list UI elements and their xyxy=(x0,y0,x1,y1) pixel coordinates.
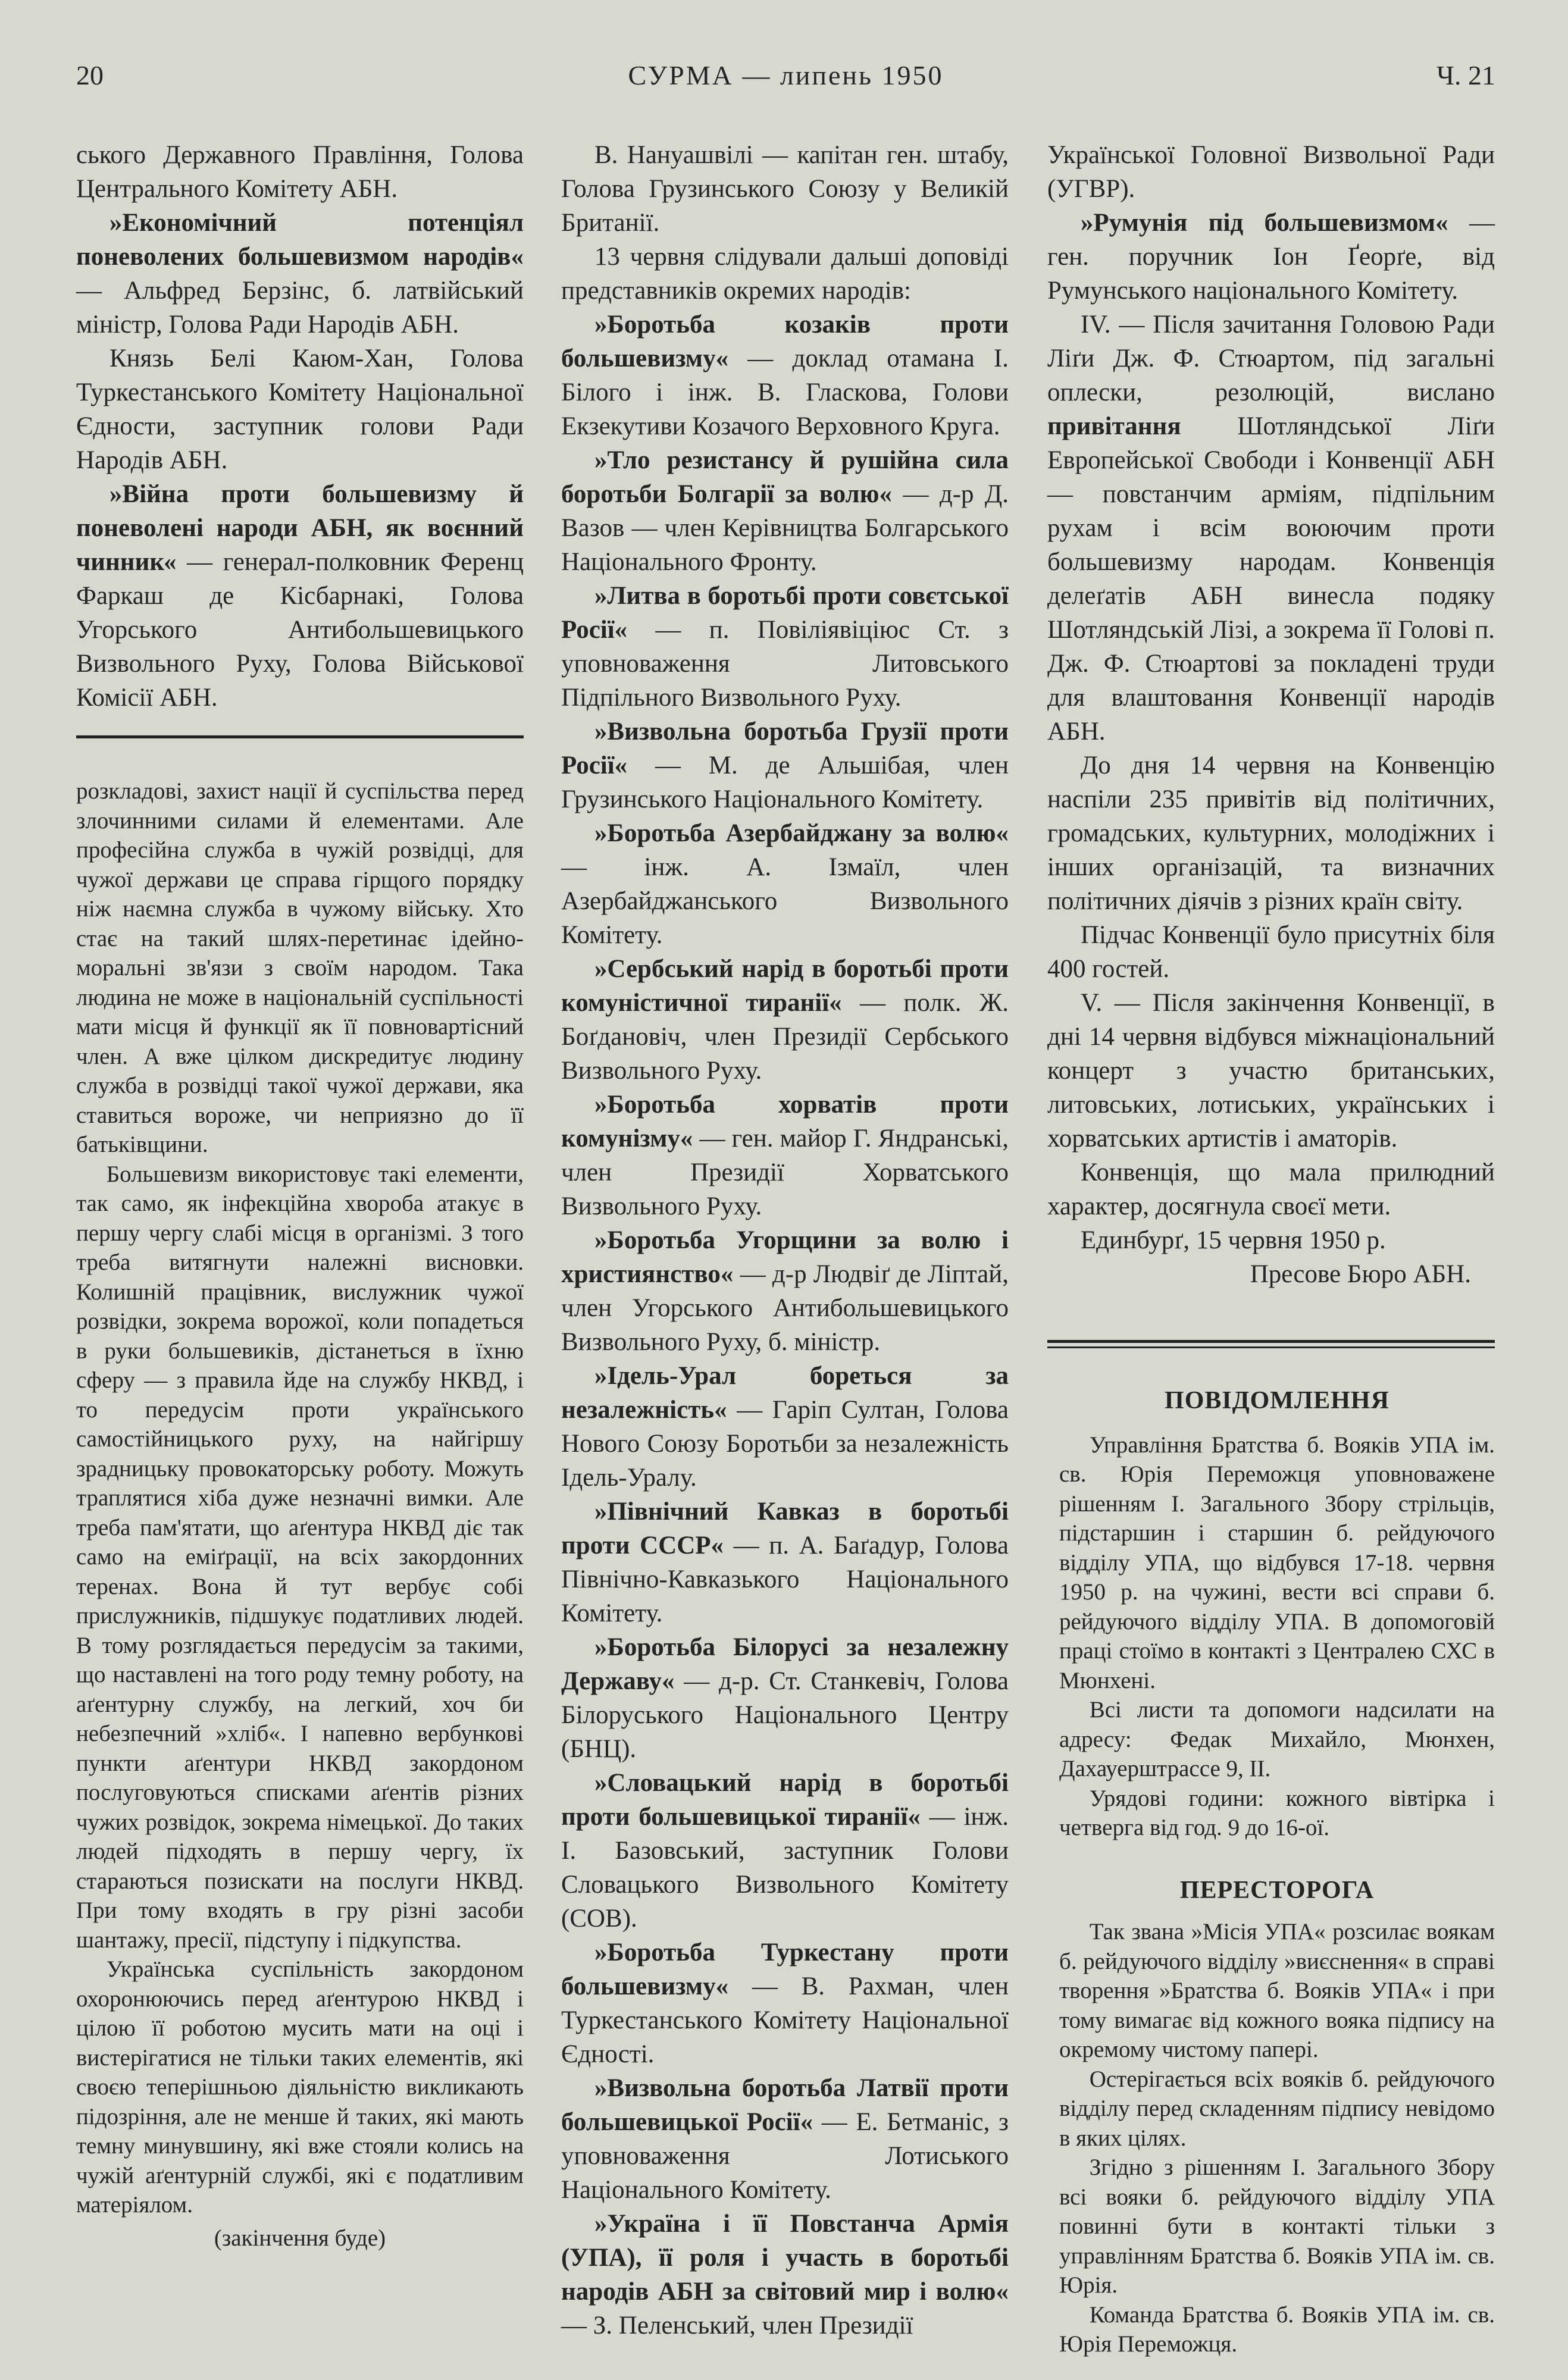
article-paragraph: Большевизм використовує такі елементи, так само, як інфекційна хвороба атакує в першу чергу слабі місця в організмі. З того треба витягнути належні висновки. Колишній працівник, вислужник чужої розвідки, зокрема ворожої, коли попадеться в руки большевиків, дістанеться в їхню сферу — з правила йде на службу НКВД, і то передусім проти українського самостійницького руху, на найгіршу зрадницьку провокаторську роботу. Можуть траплятися хіба дуже незначні вимки. Але треба пам'ятати, що аґентура НКВД діє так само на еміґрації, на всіх закордонних теренах. Вона й тут вербує собі прислужників, підшукує податливих людей. В тому розглядається передусім за такими, що наставлені на того роду темну роботу, на аґентурну службу, на легкий, хоч би небезпечний »хліб«. І напевно вербункові пункти аґентури НКВД закордоном послуговуються списками аґентів різних чужих розвідок, зокрема німецької. До таких людей підходять в першу чергу, їх стараються позискати на послуги НКВД. При тому входять в гру різні засоби шантажу, пресії, підступу і підкупства. xyxy=(76,1161,524,1953)
left-column-article xyxy=(76,776,524,2253)
text-run: — інж. А. Ізмаїл, член Азербайджанського Визвольного Комітету. xyxy=(561,853,1009,949)
paragraph xyxy=(561,1223,1009,1359)
column-divider xyxy=(76,735,524,738)
text-run: — п. А. Баґадур, Голова Північно-Кавказького Національного Комітету. xyxy=(561,1532,1009,1627)
warning-heading: ПЕРЕСТОРОГА xyxy=(1179,1876,1375,1904)
paragraph xyxy=(561,308,1009,443)
paragraph xyxy=(1047,206,1495,308)
text-run: — Альфред Берзінс, б. латвійський міністр, Голова Ради Народів АБН. xyxy=(76,277,524,339)
bold-title: »Боротьба козаків проти большевизму« xyxy=(561,311,1009,372)
text-run: Підчас Конвенції було присутніх біля 400 гостей. xyxy=(1047,921,1495,983)
paragraph xyxy=(561,1766,1009,1936)
bold-title: »Ідель-Урал бореться за незалежність« xyxy=(561,1362,1009,1424)
section-divider xyxy=(1047,1340,1495,1343)
bold-title: »Північний Кавказ в боротьбі проти СССР« xyxy=(561,1498,1009,1559)
paragraph xyxy=(561,1359,1009,1495)
paragraph xyxy=(1047,308,1495,749)
left-column-top xyxy=(76,138,524,715)
text-run: В. Нануашвілі — капітан ген. штабу, Голова Грузинського Союзу у Великій Британії. xyxy=(561,141,1009,237)
text-run: IV. — Після зачитання Головою Ради Ліґи Дж. Ф. Стюартом, під загальні оплески, резолюцій, вислано xyxy=(1047,311,1495,406)
paragraph xyxy=(561,240,1009,308)
paragraph xyxy=(561,816,1009,952)
text-run: 13 червня слідували дальші доповіді представників окремих народів: xyxy=(561,243,1009,305)
bold-title: »Словацький нарід в боротьбі проти большевицької тиранії« xyxy=(561,1769,1009,1831)
text-run: Шотляндської Ліґи Европейської Свободи і Конвенції АБН — повстанчим арміям, підпільним рухам і всім воюючим проти большевизму народам. Конвенція делеґатів АБН винесла подяку Шотляндській Лізі, а зокрема її Голові п. Дж. Ф. Стюартові за покладені труди для влаштовання Конвенції народів АБН. xyxy=(1047,412,1495,746)
notice-heading: ПОВІДОМЛЕННЯ xyxy=(1165,1387,1389,1414)
text-run: — д-р Д. Вазов — член Керівництва Болгарського Національного Фронту. xyxy=(561,480,1009,576)
bold-title: »Війна проти большевизму й поневолені народи АБН, як воєнний чинник« xyxy=(76,480,524,576)
issue-number: Ч. 21 xyxy=(1436,60,1495,90)
text-run: — д-р Людвіґ де Ліптай, член Угорського Антибольшевицького Визвольного Руху, б. міністр. xyxy=(561,1260,1009,1356)
bold-title: »Сербський нарід в боротьбі проти комуністичної тиранії« xyxy=(561,955,1009,1017)
bold-title: »Боротьба Угорщини за волю і християнство« xyxy=(561,1226,1009,1288)
publication-title: СУРМА — липень 1950 xyxy=(628,60,944,90)
paragraph xyxy=(561,138,1009,240)
paragraph xyxy=(1047,749,1495,918)
bold-title: »Економічний потенціял поневолених большевизмом народів« xyxy=(76,209,524,271)
text-run: Единбурґ, 15 червня 1950 р. xyxy=(1080,1226,1386,1254)
paragraph xyxy=(561,2071,1009,2207)
text-run: V. — Після закінчення Конвенції, в дні 14 червня відбувся міжнаціональний концерт з участю британських, литовських, лотиських, українських і хорватських артистів і аматорів. xyxy=(1047,989,1495,1153)
text-run: — Гаріп Султан, Голова Нового Союзу Боротьби за незалежність Ідель-Уралу. xyxy=(561,1396,1009,1492)
signature: Пресове Бюро АБН. xyxy=(1250,1260,1471,1288)
warning-paragraph: Команда Братства б. Вояків УПА ім. св. Юрія Переможця. xyxy=(1059,2301,1495,2357)
bold-title: »Боротьба хорватів проти комунізму« xyxy=(561,1091,1009,1153)
paragraph xyxy=(561,1936,1009,2071)
text-run: — доклад отамана І. Білого і інж. В. Гласкова, Голови Екзекутиви Козачого Верховного Круга. xyxy=(561,345,1009,440)
text-run: — Е. Бетманіс, з уповноваження Лотиського Національного Комітету. xyxy=(561,2108,1009,2204)
bold-title: »Україна і її Повстанча Армія (УПА), її роля і участь в боротьбі народів АБН за світовий мир і волю« xyxy=(561,2210,1009,2306)
paragraph xyxy=(1047,138,1495,206)
page-number: 20 xyxy=(76,60,104,90)
text-run: — д-р. Ст. Станкевіч, Голова Білоруського Національного Центру (БНЦ). xyxy=(561,1667,1009,1763)
paragraph xyxy=(1047,1155,1495,1223)
text-run: Конвенція, що мала прилюдний характер, досягнула своєї мети. xyxy=(1047,1158,1495,1220)
convention-report xyxy=(1047,138,1495,1257)
text-run: Князь Белі Каюм-Хан, Голова Туркестанського Комітету Національної Єдности, заступник голови Ради Народів АБН. xyxy=(76,345,524,474)
continued-note: (закінчення буде) xyxy=(214,2225,386,2251)
bold-title: »Боротьба Азербайджану за волю« xyxy=(594,819,1009,847)
section-divider xyxy=(1047,1346,1495,1348)
paragraph xyxy=(76,138,524,206)
article-paragraph: розкладові, захист нації й суспільства перед злочинними силами й елементами. Але професійна служба в чужій розвідці, для чужої держави це справа гірщого порядку ніж наємна служба в чужому війську. Хто стає на такий шлях-перетинає ідейно-моральні зв'язи з своїм народом. Така людина не може в національній суспільності мати місця й функції як її повновартісний член. А вже цілком дискредитує людину служба в розвідці такої чужої держави, яка ставиться вороже, чи неприязно до її батьківщини. xyxy=(76,778,524,1157)
text-run: — п. Повіліявіціюс Ст. з уповноваження Литовського Підпільного Визвольного Руху. xyxy=(561,616,1009,712)
article-paragraph: Українська суспільність закордоном охоронюючись перед аґентурою НКВД і цілою її роботою мусить мати на оці і вистерігатися не тільки таких елементів, які своєю теперішньою діяльністю викликають підозріння, але не менше й таких, які мають темну минувшину, які вже стояли колись на чужій аґентурній службі, які є податливим матеріялом. xyxy=(76,1956,524,2218)
paragraph xyxy=(76,206,524,342)
warning-paragraph: Остерігається всіх вояків б. рейдуючого відділу перед складенням підпису невідомо в яких цілях. xyxy=(1059,2066,1495,2151)
paragraph xyxy=(561,443,1009,579)
notice-paragraph: Всі листи та допомоги надсилати на адресу: Федак Михайло, Мюнхен, Дахауерштрассе 9, II. xyxy=(1059,1697,1495,1781)
bold-title: »Боротьба Туркестану проти большевизму« xyxy=(561,1939,1009,2000)
text-run: — інж. І. Базовський, заступник Голови Словацького Визвольного Комітету (СОВ). xyxy=(561,1803,1009,1933)
paragraph xyxy=(76,477,524,715)
paragraph xyxy=(561,715,1009,816)
paragraph xyxy=(561,2207,1009,2343)
bold-title: »Румунія під большевизмом« xyxy=(1080,209,1448,237)
paragraph xyxy=(76,342,524,477)
bold-title: »Тло резистансу й рушійна сила боротьби Болгарії за волю« xyxy=(561,446,1009,508)
text-run: — М. де Альшібая, член Грузинського Національного Комітету. xyxy=(561,751,1009,813)
text-run: — В. Рахман, член Туркестанського Комітету Національної Єдності. xyxy=(561,1972,1009,2068)
paragraph xyxy=(561,1630,1009,1766)
notice-paragraph: Управління Братства б. Вояків УПА ім. св. Юрія Переможця уповноважене рішенням І. Загального Збору стрільців, підстаршин і старшин б. рейдуючого відділу УПА, що відбувся 17-18. червня 1950 р. на чужині, вести всі справи б. рейдуючого відділу УПА. В допомоговій праці стоїмо в контакті з Централею СХС в Мюнхені. xyxy=(1059,1432,1495,1693)
text-run: — генерал-полковник Ференц Фаркаш де Кісбарнакі, Голова Угорського Антибольшевицького Визвольного Руху, Голова Військової Комісії АБН. xyxy=(76,548,524,712)
bold-title: »Литва в боротьбі проти совєтської Росії« xyxy=(561,582,1009,644)
paragraph xyxy=(1047,918,1495,986)
bold-title: »Визвольна боротьба Латвії проти большевицької Росії« xyxy=(561,2074,1009,2136)
paragraph xyxy=(561,579,1009,715)
paragraph xyxy=(561,1088,1009,1223)
notice-paragraph: Урядові години: кожного вівтірка і четверга від год. 9 до 16-ої. xyxy=(1059,1785,1495,1840)
text-run: Української Головної Визвольної Ради (УГВР). xyxy=(1047,141,1495,203)
text-run: — ген. майор Г. Яндранські, член Президії Хорватського Визвольного Руху. xyxy=(561,1125,1009,1220)
bold-title: »Визвольна боротьба Грузії проти Росії« xyxy=(561,718,1009,779)
bold-title: привітання xyxy=(1047,412,1181,440)
paragraph xyxy=(1047,1223,1495,1257)
right-column-top xyxy=(1047,138,1495,1291)
paragraph xyxy=(1047,986,1495,1155)
text-run: До дня 14 червня на Конвенцію наспіли 235 привітів від політичних, громадських, культурних, молодіжних і інших організацій, та визначних політичних діячів з різних країн світу. xyxy=(1047,751,1495,915)
text-run: — З. Пеленський, член Президії xyxy=(561,2312,913,2340)
warning-paragraph: Так звана »Місія УПА« розсилає воякам б. рейдуючого відділу »виєснення« в справі творення »Братства б. Вояків УПА« і при тому вимагає від кожного вояка підпису на окремому чистому папері. xyxy=(1059,1919,1495,2062)
paragraph xyxy=(561,952,1009,1088)
paragraph xyxy=(561,1495,1009,1630)
text-run: — полк. Ж. Боґдановіч, член Президії Сербського Визвольного Руху. xyxy=(561,989,1009,1085)
middle-column xyxy=(561,138,1009,2343)
notice-section xyxy=(1059,1386,1495,2359)
page-header xyxy=(76,60,1495,101)
warning-paragraph: Згідно з рішенням І. Загального Збору всі вояки б. рейдуючого відділу УПА повинні бути в контакті тільки з управлінням Братства б. Вояків УПА ім. св. Юрія. xyxy=(1059,2154,1495,2298)
text-run: ського Державного Правління, Голова Центрального Комітету АБН. xyxy=(76,141,524,203)
bold-title: »Боротьба Білорусі за незалежну Державу« xyxy=(561,1633,1009,1695)
text-run: — ген. поручник Іон Ґеорґе, від Румунського національного Комітету. xyxy=(1047,209,1495,305)
